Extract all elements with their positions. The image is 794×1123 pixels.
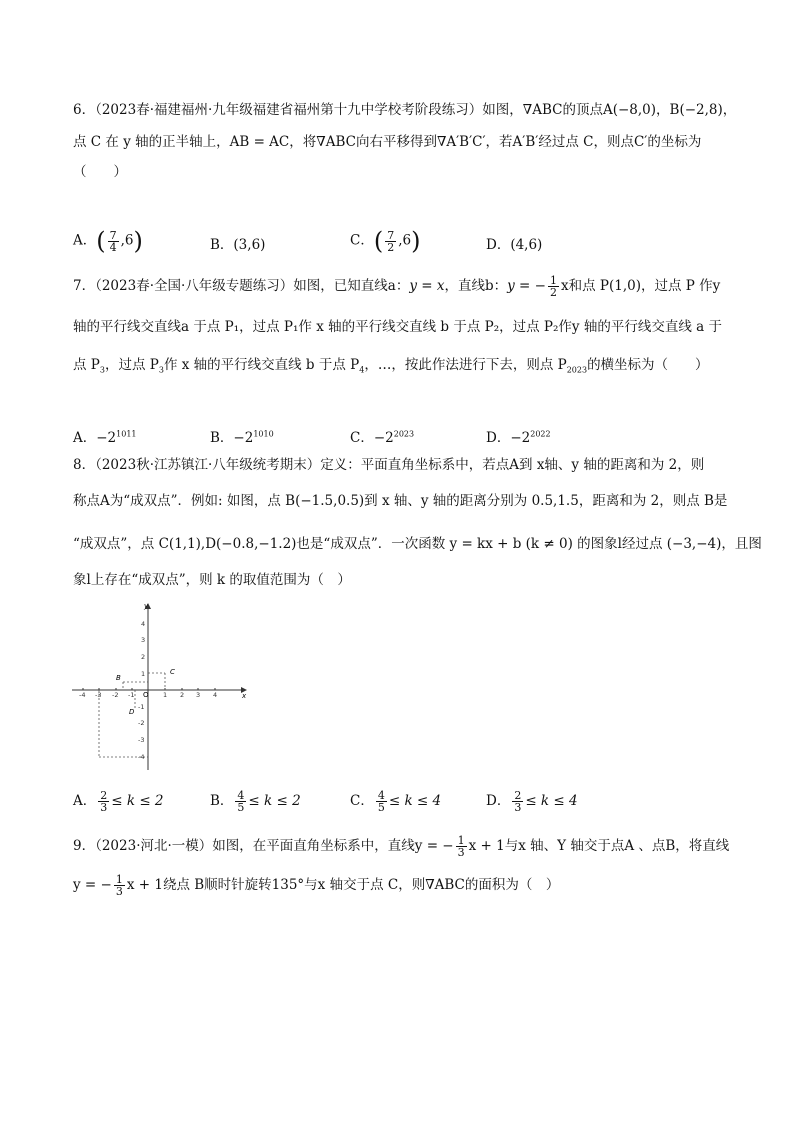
q7-line3: 点 $P_3$，过点 $P_3$作 x 轴的平行线交直线 b 于点 $P_4$，…，按此作法进行下去，则点 $P_{2023}$的横坐标为（ ）: [73, 357, 709, 375]
q8-line4: 象l上存在“成双点”，则 k 的取值范围为（ ）: [73, 572, 351, 588]
x-tick: 2: [180, 691, 185, 699]
q7-line1: 7．（2023春·全国·八年级专题练习）如图，已知直线a：y = x，直线b：y = − $\frac{1}{2}$ x和点 P(1,0)，过点 P 作y: [73, 274, 721, 299]
x-tick: 1: [163, 691, 168, 699]
q7-option-d[interactable]: D．$-2^{2022}$: [486, 429, 551, 446]
y-tick: -1: [138, 703, 145, 711]
q7-option-a[interactable]: A．$-2^{1011}$: [73, 429, 137, 446]
q7-line2: 轴的平行线交直线a 于点 P₁，过点 P₁作 x 轴的平行线交直线 b 于点 P₂，过点 P₂作y 轴的平行线交直线 a 于: [73, 319, 722, 335]
x-axis-label: x: [242, 692, 247, 700]
q9-line2: y = − $\frac{1}{3}$ x + 1绕点 B顺时针旋转135°与x 轴交于点 C，则∇ABC的面积为（ ）: [73, 873, 560, 898]
q8-line1: 8．（2023秋·江苏镇江·八年级统考期末）定义：平面直角坐标系中，若点A到 x轴、y 轴的距离和为 2，则: [73, 457, 705, 473]
point-d-label: D: [129, 708, 135, 716]
origin-label: O: [143, 691, 149, 699]
q6-line2: 点 C 在 y 轴的正半轴上，AB = AC，将∇ABC向右平移得到∇A′B′C′，若A′B′经过点 C，则点C′的坐标为: [73, 134, 702, 150]
q6-option-b[interactable]: B．(3,6): [210, 237, 266, 253]
q8-option-b[interactable]: B． $\frac{4}{5}$ ≤ k ≤ 2: [210, 789, 301, 814]
y-tick: 4: [141, 620, 146, 628]
q7-fraction: $\frac{1}{2}$: [549, 274, 557, 299]
x-tick: -4: [79, 691, 86, 699]
q6-line3: （ ）: [73, 164, 127, 180]
q8-option-d[interactable]: D． $\frac{2}{3}$ ≤ k ≤ 4: [486, 789, 578, 814]
x-tick: -2: [112, 691, 119, 699]
x-tick: -3: [95, 691, 102, 699]
point-b-label: B: [116, 674, 121, 682]
q8-line2: 称点A为“成双点”．例如: 如图，点 B(−1.5,0.5)到 x 轴、y 轴的距离分别为 0.5,1.5，距离和为 2，则点 B是: [73, 493, 728, 509]
x-tick: 4: [213, 691, 218, 699]
y-tick: 2: [141, 653, 146, 661]
x-tick: 3: [196, 691, 201, 699]
q7-option-c[interactable]: C．$-2^{2023}$: [350, 429, 415, 446]
y-tick: 1: [141, 670, 146, 678]
y-tick: -2: [138, 719, 145, 727]
q6-option-c-fraction: $\frac{7}{2}$: [387, 228, 395, 254]
q6-line1: 6．（2023春·福建福州·九年级福建省福州第十九中学校考阶段练习）如图，∇ABC的顶点A(−8,0)，B(−2,8)，: [73, 102, 737, 118]
q8-coordinate-figure: [70, 600, 250, 780]
y-tick: -4: [138, 753, 145, 761]
q6-option-a-fraction: $\frac{7}{4}$: [109, 228, 117, 254]
q8-line3: “成双点”，点 C(1,1),D(−0.8,−1.2)也是“成双点”．一次函数 y = kx + b (k ≠ 0) 的图象l经过点 (−3,−4)，且图: [73, 536, 762, 552]
x-tick: -1: [128, 691, 135, 699]
q7-option-b[interactable]: B．$-2^{1010}$: [210, 429, 274, 446]
q8-option-a[interactable]: A． $\frac{2}{3}$ ≤ k ≤ 2: [73, 789, 164, 814]
y-tick: 3: [141, 636, 146, 644]
y-axis-label: y: [144, 602, 149, 610]
point-c-label: C: [170, 668, 175, 676]
q6-option-d[interactable]: D．(4,6): [486, 237, 543, 253]
q8-option-c[interactable]: C． $\frac{4}{5}$ ≤ k ≤ 4: [350, 789, 442, 814]
y-tick: -3: [138, 736, 145, 744]
q9-line1: 9．（2023·河北·一模）如图，在平面直角坐标系中，直线y = − $\frac{1}{3}$ x + 1与x 轴、Y 轴交于点A 、点B，将直线: [73, 834, 730, 859]
q6-option-c[interactable]: C．( $\frac{7}{2}$ ,6): [350, 227, 421, 255]
q6-option-a[interactable]: A．( $\frac{7}{4}$ ,6): [73, 227, 143, 255]
